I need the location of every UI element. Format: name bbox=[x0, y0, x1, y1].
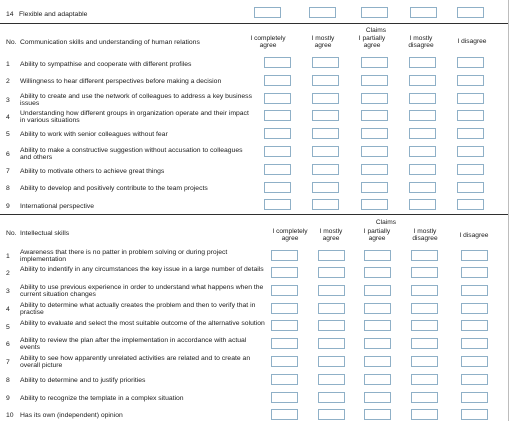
answer-box[interactable] bbox=[361, 164, 388, 175]
item-number: 8 bbox=[6, 377, 10, 384]
item-label: Flexible and adaptable bbox=[19, 11, 88, 18]
column-header: I completely agree bbox=[250, 35, 286, 49]
answer-box[interactable] bbox=[461, 374, 488, 385]
answer-box[interactable] bbox=[264, 75, 291, 86]
item-label: Has its own (independent) opinion bbox=[20, 412, 123, 419]
item-number: 6 bbox=[6, 341, 10, 348]
item-number: 7 bbox=[6, 359, 10, 366]
answer-box[interactable] bbox=[264, 199, 291, 210]
answer-box[interactable] bbox=[457, 164, 484, 175]
answer-box[interactable] bbox=[312, 75, 339, 86]
item-label: Ability to work with senior colleagues without fear bbox=[20, 131, 168, 138]
answer-box[interactable] bbox=[410, 7, 437, 18]
item-number: 8 bbox=[6, 185, 10, 192]
answer-box[interactable] bbox=[409, 128, 436, 139]
item-label: Ability to determine what actually creates the problem and then to verify that in practise bbox=[20, 302, 256, 317]
answer-box[interactable] bbox=[271, 409, 298, 420]
answer-box[interactable] bbox=[411, 338, 438, 349]
answer-box[interactable] bbox=[318, 320, 345, 331]
column-header: I mostly disagree bbox=[412, 228, 438, 242]
answer-box[interactable] bbox=[361, 7, 388, 18]
item-number: 14 bbox=[6, 11, 14, 18]
answer-box[interactable] bbox=[318, 250, 345, 261]
column-header: I disagree bbox=[459, 232, 489, 239]
column-header: I completely agree bbox=[272, 228, 308, 242]
answer-box[interactable] bbox=[411, 285, 438, 296]
answer-box[interactable] bbox=[361, 57, 388, 68]
column-header: I partially agree bbox=[363, 228, 391, 242]
answer-box[interactable] bbox=[411, 392, 438, 403]
item-number: 1 bbox=[6, 253, 10, 260]
answer-box[interactable] bbox=[309, 7, 336, 18]
item-label: Ability to motivate others to achieve great things bbox=[20, 168, 165, 175]
item-label: Ability to indentify in any circumstances the key issue in a large number of details bbox=[20, 266, 264, 273]
answer-box[interactable] bbox=[271, 356, 298, 367]
answer-box[interactable] bbox=[461, 320, 488, 331]
answer-box[interactable] bbox=[361, 199, 388, 210]
answer-box[interactable] bbox=[457, 93, 484, 104]
answer-box[interactable] bbox=[457, 128, 484, 139]
item-number: 4 bbox=[6, 306, 10, 313]
answer-box[interactable] bbox=[318, 374, 345, 385]
answer-box[interactable] bbox=[361, 75, 388, 86]
divider bbox=[0, 23, 509, 24]
answer-box[interactable] bbox=[457, 57, 484, 68]
answer-box[interactable] bbox=[461, 356, 488, 367]
answer-box[interactable] bbox=[411, 374, 438, 385]
item-label: Ability to develop and positively contribute to the team projects bbox=[20, 185, 208, 192]
answer-box[interactable] bbox=[312, 110, 339, 121]
item-number: 5 bbox=[6, 131, 10, 138]
item-label: Ability to review the plan after the implementation in accordance with actual events bbox=[20, 337, 247, 352]
answer-box[interactable] bbox=[457, 182, 484, 193]
heading-no: No. bbox=[6, 39, 17, 46]
answer-box[interactable] bbox=[411, 320, 438, 331]
item-label: Awareness that there is no patter in problem solving or during project implementation bbox=[20, 249, 228, 264]
answer-box[interactable] bbox=[364, 356, 391, 367]
answer-box[interactable] bbox=[409, 75, 436, 86]
answer-box[interactable] bbox=[364, 320, 391, 331]
answer-box[interactable] bbox=[361, 128, 388, 139]
item-number: 5 bbox=[6, 324, 10, 331]
column-header: I mostly agree bbox=[319, 228, 343, 242]
answer-box[interactable] bbox=[271, 374, 298, 385]
heading-no: No. bbox=[6, 230, 17, 237]
answer-box[interactable] bbox=[312, 128, 339, 139]
item-label: Ability to create and use the network of colleagues to address a key business issues bbox=[20, 93, 252, 108]
answer-box[interactable] bbox=[409, 146, 436, 157]
answer-box[interactable] bbox=[364, 285, 391, 296]
answer-box[interactable] bbox=[312, 146, 339, 157]
item-number: 4 bbox=[6, 114, 10, 121]
answer-box[interactable] bbox=[461, 267, 488, 278]
section-title: Communication skills and understanding of human relations bbox=[20, 39, 200, 46]
item-number: 2 bbox=[6, 78, 10, 85]
answer-box[interactable] bbox=[409, 110, 436, 121]
answer-box[interactable] bbox=[361, 182, 388, 193]
item-number: 3 bbox=[6, 97, 10, 104]
answer-box[interactable] bbox=[271, 303, 298, 314]
item-label: Understanding how different groups in organization operate and their impact in various situations bbox=[20, 110, 249, 125]
item-number: 10 bbox=[6, 412, 14, 419]
answer-box[interactable] bbox=[264, 182, 291, 193]
answer-box[interactable] bbox=[457, 7, 484, 18]
answer-box[interactable] bbox=[264, 164, 291, 175]
answer-box[interactable] bbox=[318, 356, 345, 367]
claims-label: Claims bbox=[365, 27, 387, 34]
answer-box[interactable] bbox=[411, 409, 438, 420]
answer-box[interactable] bbox=[271, 392, 298, 403]
answer-box[interactable] bbox=[264, 93, 291, 104]
answer-box[interactable] bbox=[364, 392, 391, 403]
answer-box[interactable] bbox=[457, 199, 484, 210]
answer-box[interactable] bbox=[457, 75, 484, 86]
answer-box[interactable] bbox=[271, 250, 298, 261]
item-number: 9 bbox=[6, 395, 10, 402]
item-number: 6 bbox=[6, 151, 10, 158]
answer-box[interactable] bbox=[409, 164, 436, 175]
answer-box[interactable] bbox=[361, 146, 388, 157]
answer-box[interactable] bbox=[312, 93, 339, 104]
answer-box[interactable] bbox=[461, 250, 488, 261]
item-number: 2 bbox=[6, 270, 10, 277]
answer-box[interactable] bbox=[457, 146, 484, 157]
answer-box[interactable] bbox=[409, 182, 436, 193]
item-number: 1 bbox=[6, 61, 10, 68]
item-number: 3 bbox=[6, 288, 10, 295]
column-header: I partially agree bbox=[358, 35, 386, 49]
answer-box[interactable] bbox=[271, 285, 298, 296]
answer-box[interactable] bbox=[312, 164, 339, 175]
answer-box[interactable] bbox=[318, 409, 345, 420]
answer-box[interactable] bbox=[461, 392, 488, 403]
answer-box[interactable] bbox=[461, 338, 488, 349]
answer-box[interactable] bbox=[364, 409, 391, 420]
item-label: Willingness to hear different perspectives before making a decision bbox=[20, 78, 222, 85]
answer-box[interactable] bbox=[461, 303, 488, 314]
answer-box[interactable] bbox=[312, 57, 339, 68]
answer-box[interactable] bbox=[409, 199, 436, 210]
item-label: Ability to determine and to justify priorities bbox=[20, 377, 146, 384]
answer-box[interactable] bbox=[264, 110, 291, 121]
answer-box[interactable] bbox=[264, 128, 291, 139]
answer-box[interactable] bbox=[411, 303, 438, 314]
answer-box[interactable] bbox=[457, 110, 484, 121]
answer-box[interactable] bbox=[318, 392, 345, 403]
answer-box[interactable] bbox=[364, 303, 391, 314]
answer-box[interactable] bbox=[364, 267, 391, 278]
column-header: I disagree bbox=[457, 38, 487, 45]
claims-label: Claims bbox=[375, 219, 397, 226]
answer-box[interactable] bbox=[361, 93, 388, 104]
answer-box[interactable] bbox=[461, 409, 488, 420]
answer-box[interactable] bbox=[264, 57, 291, 68]
section-title: Intellectual skills bbox=[20, 230, 70, 237]
item-number: 7 bbox=[6, 168, 10, 175]
answer-box[interactable] bbox=[312, 182, 339, 193]
answer-box[interactable] bbox=[271, 338, 298, 349]
answer-box[interactable] bbox=[411, 356, 438, 367]
answer-box[interactable] bbox=[318, 285, 345, 296]
answer-box[interactable] bbox=[318, 267, 345, 278]
answer-box[interactable] bbox=[411, 250, 438, 261]
item-label: International perspective bbox=[20, 203, 95, 210]
answer-box[interactable] bbox=[461, 285, 488, 296]
answer-box[interactable] bbox=[364, 374, 391, 385]
answer-box[interactable] bbox=[361, 110, 388, 121]
item-label: Ability to sympathise and cooperate with different profiles bbox=[20, 61, 192, 68]
answer-box[interactable] bbox=[364, 338, 391, 349]
column-header: I mostly disagree bbox=[408, 35, 434, 49]
answer-box[interactable] bbox=[271, 267, 298, 278]
column-header: I mostly agree bbox=[311, 35, 335, 49]
answer-box[interactable] bbox=[264, 146, 291, 157]
item-label: Ability to see how apparently unrelated activities are related and to create an overall picture bbox=[20, 355, 251, 370]
answer-box[interactable] bbox=[312, 199, 339, 210]
top-cutoff-text bbox=[6, 0, 156, 1]
answer-box[interactable] bbox=[318, 338, 345, 349]
answer-box[interactable] bbox=[318, 303, 345, 314]
answer-box[interactable] bbox=[409, 93, 436, 104]
answer-box[interactable] bbox=[271, 320, 298, 331]
item-number: 9 bbox=[6, 203, 10, 210]
item-label: Ability to recognize the template in a complex situation bbox=[20, 395, 184, 402]
answer-box[interactable] bbox=[254, 7, 281, 18]
answer-box[interactable] bbox=[364, 250, 391, 261]
item-label: Ability to evaluate and select the most suitable outcome of the alternative solution bbox=[20, 320, 265, 327]
item-label: Ability to make a constructive suggestion without accusation to colleagues and others bbox=[20, 147, 243, 162]
divider bbox=[0, 214, 509, 215]
item-label: Ability to use previous experience in order to understand what happens when the current situation changes bbox=[20, 284, 264, 299]
answer-box[interactable] bbox=[411, 267, 438, 278]
answer-box[interactable] bbox=[409, 57, 436, 68]
